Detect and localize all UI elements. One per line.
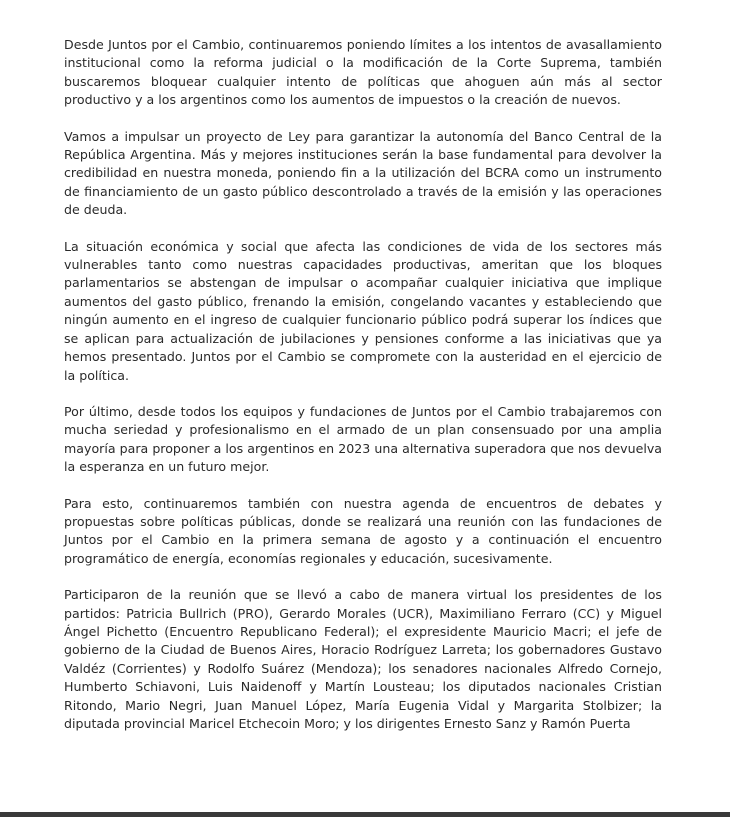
paragraph-limits: Desde Juntos por el Cambio, continuaremos poniendo límites a los intentos de avasallamiento institucional como la reforma judicial o la modificación de la Corte Suprema, también buscaremos bloquear cualquier intento de políticas que ahoguen aún más al sector productivo y a los argentinos como los aumentos de impuestos o la creación de nuevos.: [64, 37, 662, 108]
bottom-border: [0, 812, 730, 817]
paragraph-participants: Participaron de la reunión que se llevó a cabo de manera virtual los presidentes de los partidos: Patricia Bullrich (PRO), Gerardo Morales (UCR), Maximiliano Ferraro (CC) y Miguel Ángel Pichetto (Encuentro Republicano Federal); el expresidente Mauricio Macri; el jefe de gobierno de la Ciudad de Buenos Aires, Horacio Rodríguez Larreta; los gobernadores Gustavo Valdéz (Corrientes) y Rodolfo Suárez (Mendoza); los senadores nacionales Alfredo Cornejo, Humberto Schiavoni, Luis Naidenoff y Martín Lousteau; los diputados nacionales Cristian Ritondo, Mario Negri, Juan Manuel López, María Eugenia Vidal y Margarita Stolbizer; la diputada provincial Maricel Etchecoin Moro; y los dirigentes Ernesto Sanz y Ramón Puerta: [64, 587, 662, 731]
paragraph-plan-2023: Por último, desde todos los equipos y fundaciones de Juntos por el Cambio trabajaremos con mucha seriedad y profesionalismo en el armado de un plan consensuado por una amplia mayoría para proponer a los argentinos en 2023 una alternativa superadora que nos devuelva la esperanza en un futuro mejor.: [64, 403, 662, 475]
paragraph-economic-situation: La situación económica y social que afecta las condiciones de vida de los sectores más vulnerables tanto como nuestras capacidades productivas, ameritan que los bloques parlamentarios se abstengan de impulsar o acompañar cualquier iniciativa que implique aumentos del gasto público, frenando la emisión, congelando vacantes y estableciendo que ningún aumento en el ingreso de cualquier funcionario público podrá superar los índices que se aplican para actualización de jubilaciones y pensiones conforme a las iniciativas que ya hemos presentado. Juntos por el Cambio se compromete con la austeridad en el ejercicio de la política.: [64, 238, 662, 383]
paragraph-agenda: Para esto, continuaremos también con nuestra agenda de encuentros de debates y propuestas sobre políticas públicas, donde se realizará una reunión con las fundaciones de Juntos por el Cambio en la primera semana de agosto y a continuación el encuentro programático de energía, economías regionales y educación, sucesivamente.: [64, 495, 662, 566]
paragraph-central-bank: Vamos a impulsar un proyecto de Ley para garantizar la autonomía del Banco Central de la República Argentina. Más y mejores instituciones serán la base fundamental para devolver la credibilidad en nuestra moneda, poniendo fin a la utilización del BCRA como un instrumento de financiamiento de un gasto público descontrolado a través de la emisión y las operaciones de deuda.: [64, 128, 662, 218]
document-body: [64, 36, 662, 751]
